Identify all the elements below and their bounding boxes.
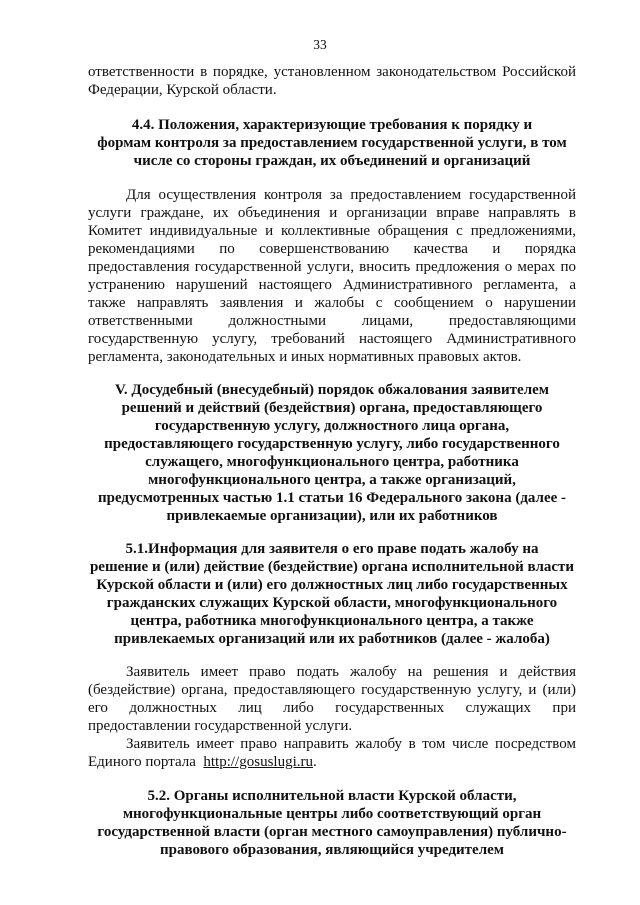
section-5-2-heading: 5.2. Органы исполнительной власти Курской области,	[147, 788, 517, 804]
section-5-1-heading: 5.1.Информация для заявителя о его праве подать жалобу на	[125, 541, 539, 557]
section-4-4-paragraph: Для осуществления контроля за предоставлением государственной	[126, 187, 576, 203]
section-v-heading: предоставляющего государственную услугу, либо государственного	[104, 436, 560, 452]
section-4-4-paragraph: рекомендациями по совершенствованию качества и порядка	[88, 241, 576, 257]
intro-line: ответственности в порядке, установленном законодательством Российской	[88, 64, 576, 80]
section-v-heading: привлекаемые организации), или их работников	[166, 508, 498, 524]
section-5-1-paragraph: Заявитель имеет право направить жалобу в том числе посредством	[126, 736, 576, 752]
section-5-1-paragraph: предоставлении государственной услуги.	[88, 718, 353, 734]
section-4-4-heading: 4.4. Положения, характеризующие требования к порядку и	[131, 117, 533, 133]
section-4-4-paragraph: также направлять заявления и жалобы с сообщением о нарушении	[88, 295, 576, 311]
section-5-1-heading: гражданских служащих Курской области, многофункционального	[106, 595, 558, 611]
section-v-heading: государственную услугу, должностного лица органа,	[154, 418, 510, 434]
section-5-1-paragraph: Заявитель имеет право подать жалобу на решения и действия	[126, 664, 576, 680]
section-4-4-paragraph: предоставления государственной услуги, вносить предложения о мерах по	[88, 259, 576, 275]
section-5-1-heading: привлекаемых организаций или их работников (далее - жалоба)	[114, 631, 550, 647]
section-4-4-paragraph: регламента, законодательных и иных нормативных правовых актов.	[88, 349, 522, 365]
section-4-4-paragraph: услуги граждане, их объединения и организации вправе направлять в	[88, 205, 576, 221]
section-4-4-paragraph: государственную услугу, требований настоящего Административного	[88, 331, 576, 347]
section-5-2-heading: правового образования, являющийся учредителем	[160, 842, 504, 858]
section-4-4-paragraph: Комитет индивидуальные и коллективные обращения с предложениями,	[88, 223, 576, 239]
section-5-1-paragraph: его должностных лиц либо государственных служащих при	[88, 700, 576, 716]
gosuslugi-link[interactable]: http://gosuslugi.ru	[203, 754, 313, 770]
section-4-4-paragraph: ответственными должностными лицами, предоставляющими	[88, 313, 576, 329]
section-4-4-heading: формам контроля за предоставлением государственной услуги, в том	[97, 135, 567, 151]
section-4-4-heading: числе со стороны граждан, их объединений и организаций	[133, 153, 531, 169]
section-4-4-paragraph: устранению нарушений настоящего Административного регламента, а	[88, 277, 576, 293]
section-v-heading: служащего, многофункционального центра, работника	[145, 454, 519, 470]
portal-text: Единого портала	[88, 754, 196, 770]
section-v-heading: решений и действий (бездействия) органа, предоставляющего	[121, 400, 543, 416]
section-5-1-heading: центра, работника многофункционального центра, а также	[130, 613, 534, 629]
section-v-heading: предусмотренных частью 1.1 статьи 16 Федерального закона (далее -	[97, 490, 567, 506]
section-5-1-paragraph	[88, 753, 317, 771]
portal-period: .	[312, 754, 317, 770]
intro-line: Федерации, Курской области.	[88, 82, 277, 98]
section-5-1-heading: решение и (или) действие (бездействие) органа исполнительной власти	[89, 559, 575, 575]
section-5-2-heading: государственной власти (орган местного самоуправления) публично-	[97, 824, 567, 840]
section-v-heading: многофункционального центра, а также организаций,	[148, 472, 516, 488]
section-5-2-heading: многофункциональные центры либо соответствующий орган	[122, 806, 542, 822]
section-5-1-heading: Курской области и (или) его должностных лиц либо государственных	[96, 577, 568, 593]
section-v-heading: V. Досудебный (внесудебный) порядок обжалования заявителем	[114, 382, 550, 398]
section-5-1-paragraph: (бездействие) органа, предоставляющего государственную услугу, и (или)	[88, 682, 576, 698]
page-number: 33	[313, 37, 327, 52]
